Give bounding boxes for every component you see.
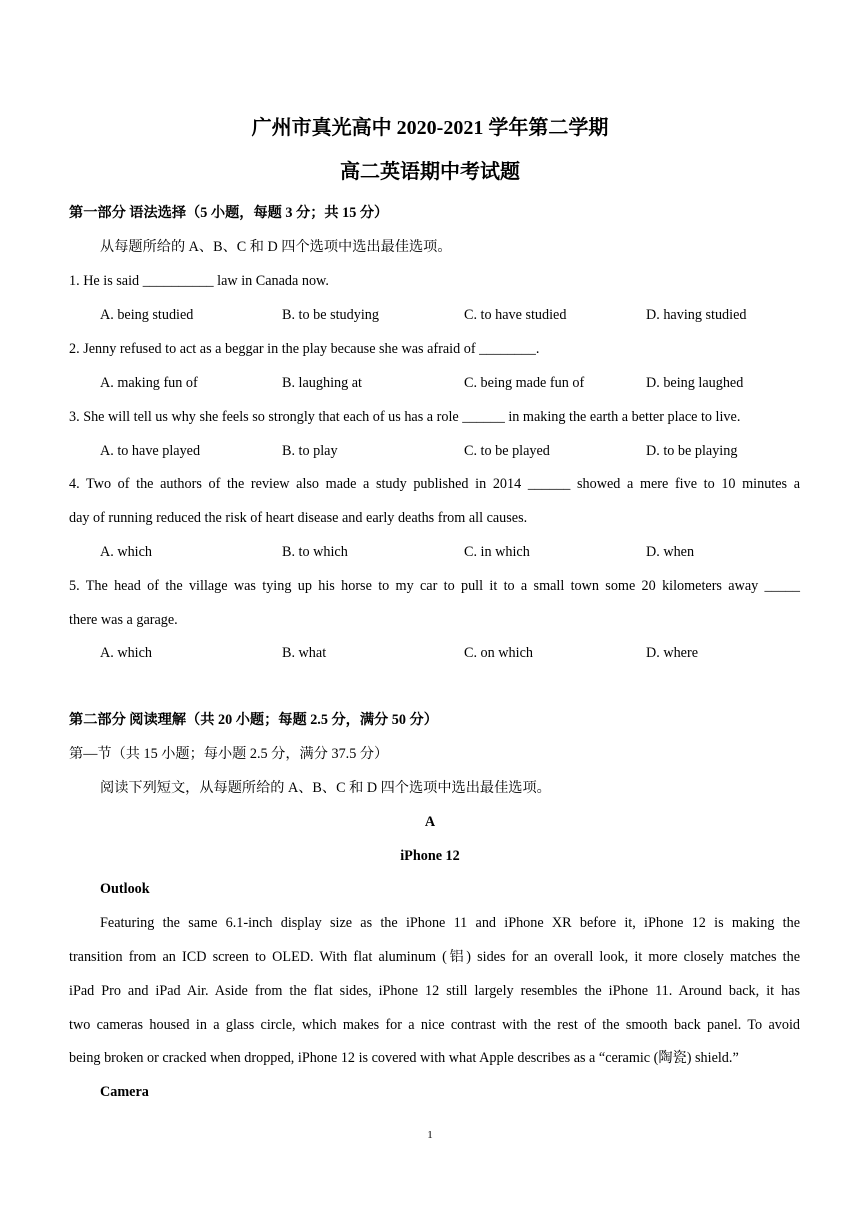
- option-c: C. to be played: [464, 443, 550, 459]
- passage-title: iPhone 12: [400, 848, 460, 864]
- question-3-options: [100, 441, 800, 461]
- option-c: C. to have studied: [464, 307, 567, 323]
- question-2-options: [100, 373, 800, 393]
- outlook-line: two cameras housed in a glass circle, which makes for a nice contrast with the rest of the smooth back panel. To avoid: [69, 1017, 800, 1033]
- question-3-stem: 3. She will tell us why she feels so strongly that each of us has a role ______ in making the earth a better place to live.: [69, 409, 741, 425]
- option-a: A. to have played: [100, 443, 201, 459]
- part1-instruction: 从每题所给的 A、B、C 和 D 四个选项中选出最佳选项。: [100, 239, 452, 255]
- option-d: D. being laughed: [646, 375, 744, 391]
- part1-heading: 第一部分 语法选择（5 小题，每题 3 分；共 15 分）: [69, 205, 389, 221]
- outlook-line: transition from an ICD screen to OLED. With flat aluminum (铝) sides for an overall look, it more closely matches the: [69, 949, 800, 965]
- option-c: C. in which: [464, 544, 530, 560]
- option-a: A. which: [100, 645, 153, 661]
- question-5-stem-line1: 5. The head of the village was tying up his horse to my car to pull it to a small town some 20 kilometers away _____: [69, 578, 800, 594]
- subheading-outlook: Outlook: [100, 881, 150, 897]
- question-2-stem: 2. Jenny refused to act as a beggar in the play because she was afraid of ________.: [69, 341, 540, 357]
- subheading-camera: Camera: [100, 1084, 149, 1100]
- option-c: C. being made fun of: [464, 375, 585, 391]
- option-b: B. to which: [282, 544, 348, 560]
- outlook-line: iPad Pro and iPad Air. Aside from the flat sides, iPhone 12 still largely resembles the iPhone 11. Around back, it has: [69, 983, 800, 999]
- exam-title: 广州市真光高中 2020-2021 学年第二学期: [251, 117, 609, 139]
- page-number: 1: [427, 1129, 433, 1141]
- part2-instruction: 阅读下列短文，从每题所给的 A、B、C 和 D 四个选项中选出最佳选项。: [100, 780, 551, 796]
- option-b: B. what: [282, 645, 327, 661]
- passage-letter: A: [424, 814, 436, 830]
- option-d: D. when: [646, 544, 695, 560]
- outlook-line: being broken or cracked when dropped, iPhone 12 is covered with what Apple describes as a “ceramic (陶瓷) shield.”: [69, 1050, 739, 1066]
- question-4-stem-line1: 4. Two of the authors of the review also made a study published in 2014 ______ showed a mere five to 10 minutes a: [69, 476, 800, 492]
- option-a: A. which: [100, 544, 153, 560]
- question-1-stem: 1. He is said __________ law in Canada now.: [69, 273, 329, 289]
- option-a: A. making fun of: [100, 375, 198, 391]
- part2-heading: 第二部分 阅读理解（共 20 小题；每题 2.5 分，满分 50 分）: [69, 712, 438, 728]
- option-b: B. laughing at: [282, 375, 362, 391]
- outlook-line: Featuring the same 6.1-inch display size as the iPhone 11 and iPhone XR before it, iPhone 12 is making the: [100, 915, 800, 931]
- option-d: D. having studied: [646, 307, 747, 323]
- question-4-options: [100, 542, 800, 562]
- exam-subtitle: 高二英语期中考试题: [340, 161, 520, 183]
- option-d: D. where: [646, 645, 698, 661]
- part2-section: 第—节（共 15 小题；每小题 2.5 分，满分 37.5 分）: [69, 746, 389, 762]
- question-5-stem-line2: there was a garage.: [69, 612, 178, 628]
- option-d: D. to be playing: [646, 443, 738, 459]
- option-b: B. to be studying: [282, 307, 379, 323]
- option-c: C. on which: [464, 645, 533, 661]
- question-5-options: [100, 643, 800, 663]
- question-1-options: [100, 305, 800, 325]
- question-4-stem-line2: day of running reduced the risk of heart disease and early deaths from all causes.: [69, 510, 528, 526]
- option-b: B. to play: [282, 443, 338, 459]
- option-a: A. being studied: [100, 307, 194, 323]
